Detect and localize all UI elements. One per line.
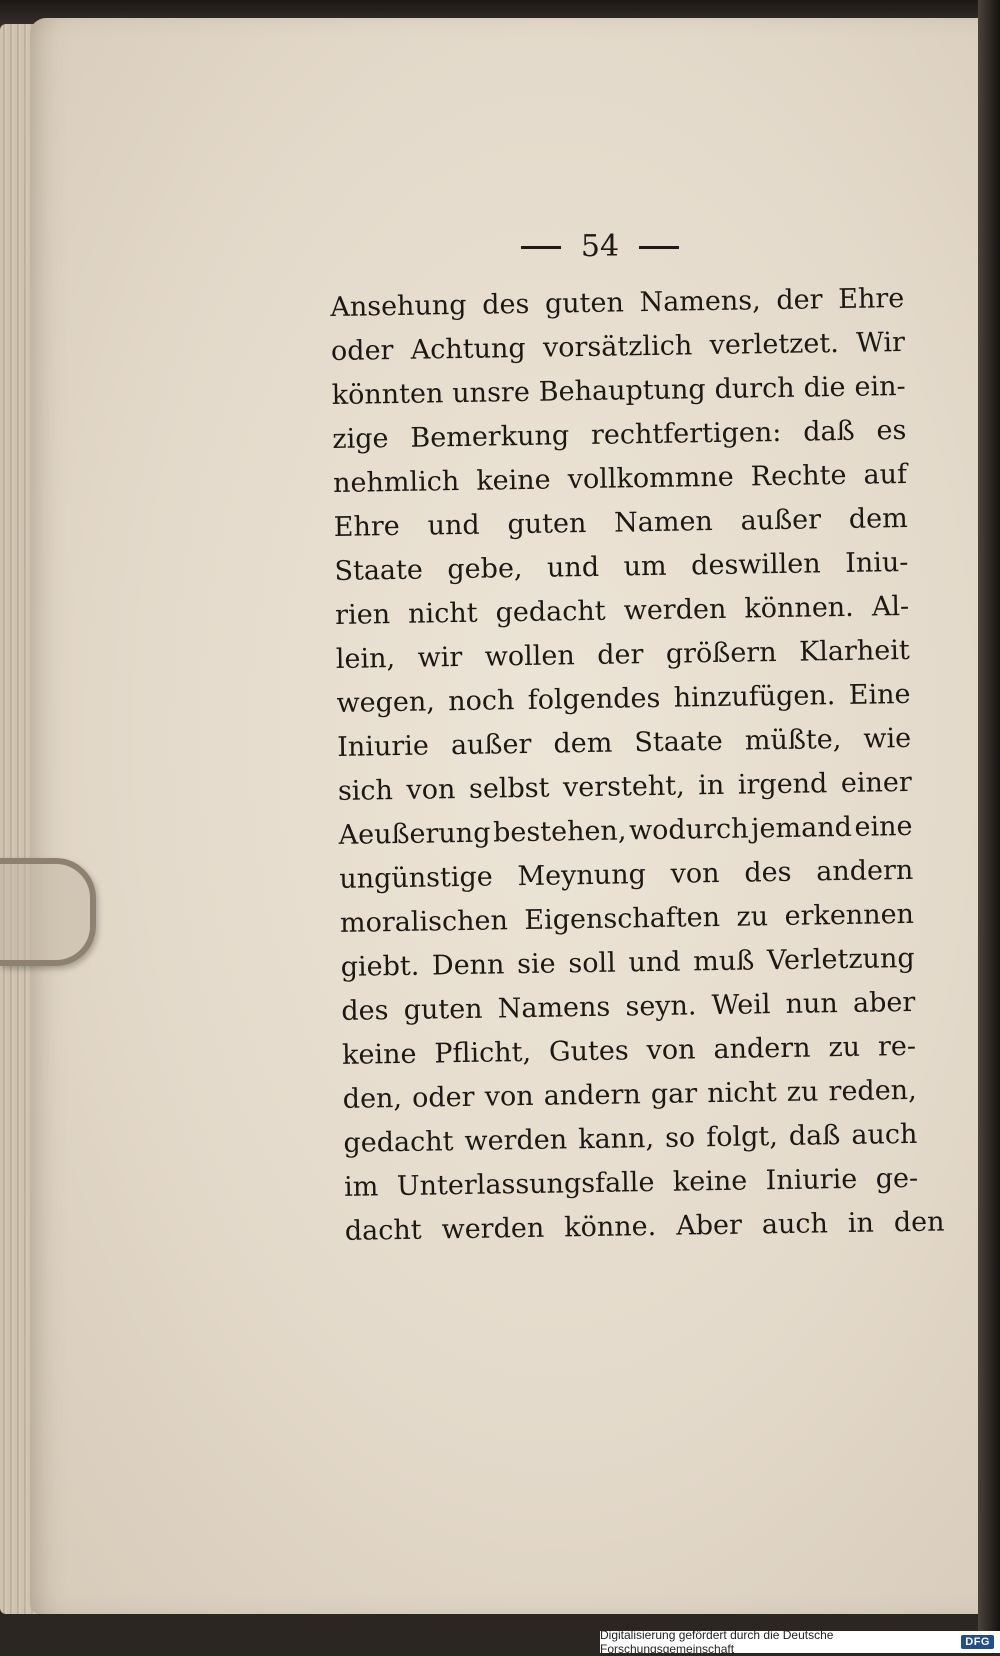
word: kann, [577, 1123, 655, 1156]
word: wie [863, 722, 912, 755]
word: werden [441, 1212, 545, 1246]
word: jemand [750, 811, 853, 845]
word: könne. [563, 1210, 657, 1244]
word: im [343, 1171, 379, 1203]
word: soll [568, 947, 616, 980]
word: gedacht [343, 1126, 454, 1159]
word: oder [411, 1081, 475, 1114]
word: muß [692, 945, 755, 978]
word: Pflicht, [434, 1036, 532, 1070]
word: durch [714, 372, 795, 405]
word: von [670, 857, 720, 890]
word: daß [788, 1120, 841, 1152]
page-header [490, 222, 710, 272]
word: gar [650, 1078, 698, 1111]
digitization-footer [600, 1628, 1000, 1656]
word: folgt, [705, 1121, 779, 1154]
text-line [344, 1201, 945, 1254]
word: so [664, 1122, 696, 1154]
word: Achtung [410, 332, 526, 366]
word: der [776, 284, 823, 316]
word: einer [840, 766, 913, 800]
word: reden, [828, 1074, 917, 1108]
word: zige [332, 423, 389, 455]
word: des [744, 856, 792, 889]
word: ge- [875, 1162, 919, 1195]
word: von [646, 1034, 696, 1067]
word: ein- [854, 370, 906, 403]
word: selbst [468, 772, 550, 805]
word: Eine [848, 678, 911, 711]
word: andern [713, 1032, 811, 1066]
word: nehmlich [332, 465, 460, 499]
word: dem [848, 502, 908, 535]
text-line [333, 453, 908, 506]
header-dash-right [639, 246, 679, 249]
word: Behauptung [538, 374, 706, 408]
word: können. [744, 591, 855, 625]
word: des [341, 995, 389, 1027]
word: des [481, 288, 530, 321]
word: oder [330, 335, 394, 367]
word: Namens [497, 991, 611, 1025]
word: Gutes [548, 1035, 629, 1068]
word: dacht [344, 1214, 422, 1247]
word: dem [553, 727, 613, 760]
word: und [427, 509, 480, 542]
word: folgendes [527, 682, 661, 716]
page-number: 54 [580, 229, 620, 264]
word: unsre [452, 376, 531, 410]
word: sie [516, 948, 556, 981]
word: andern [815, 854, 914, 888]
word: aber [852, 986, 916, 1019]
word: von [406, 774, 456, 806]
word: Verletzung [766, 942, 915, 977]
word: Staate [634, 725, 724, 759]
word: zu [828, 1031, 861, 1064]
word: zu [736, 901, 769, 933]
word: Bemerkung [410, 420, 570, 454]
word: Eigenschaften [524, 901, 721, 937]
word: moralischen [339, 905, 509, 939]
word: wodurch [628, 813, 749, 847]
word: guten [544, 287, 625, 320]
word: Iniurie [765, 1163, 858, 1197]
word: re- [877, 1030, 917, 1063]
word: giebt. [340, 950, 420, 983]
word: außer [450, 728, 532, 762]
word: guten [507, 508, 587, 541]
word: gebe, [447, 553, 523, 586]
word: bestehen, [492, 815, 627, 849]
word: Klarheit [798, 634, 910, 668]
word: eine [854, 810, 913, 843]
word: wegen, [336, 686, 436, 719]
word: Al- [871, 590, 910, 623]
word: erkennen [784, 898, 915, 932]
word: Iniu- [844, 546, 909, 579]
word: um [623, 550, 667, 583]
word: auch [851, 1118, 918, 1151]
word: zu [786, 1076, 819, 1108]
word: deswillen [690, 548, 821, 582]
word: noch [447, 685, 515, 718]
word: hinzufügen. [673, 680, 836, 714]
word: in [847, 1207, 875, 1239]
word: Staate [334, 554, 424, 587]
word: und [628, 946, 681, 979]
word: Unterlassungsfalle [396, 1167, 655, 1203]
word: sich [337, 775, 394, 807]
word: von [484, 1080, 534, 1113]
word: auf [863, 458, 908, 491]
word: ungünstige [339, 861, 493, 895]
word: Ehre [837, 282, 905, 316]
word: es [876, 414, 907, 447]
word: vollkommne [567, 461, 734, 496]
page-clip [0, 858, 96, 966]
header-dash-left [521, 246, 561, 249]
dfg-logo: DFG [961, 1635, 994, 1649]
word: gedacht [495, 595, 606, 629]
word: der [596, 639, 644, 671]
word: nicht [407, 597, 478, 630]
word: Rechte [750, 459, 847, 493]
word: versteht, [562, 770, 685, 804]
word: Ehre [333, 510, 401, 543]
word: Denn [431, 949, 505, 982]
word: Namens, [639, 285, 761, 319]
word: größern [665, 637, 777, 670]
word: den, [342, 1082, 403, 1115]
word: irgend [737, 768, 828, 801]
word: Wir [855, 326, 906, 359]
word: rien [334, 599, 391, 631]
word: den [893, 1206, 945, 1239]
word: Weil [711, 989, 771, 1022]
word: Ansehung [330, 289, 467, 323]
word: auch [761, 1208, 829, 1241]
footer-credit: Digitalisierung gefördert durch die Deutsche Forschungsgemeinschaft [600, 1628, 834, 1656]
text-line [344, 1157, 919, 1210]
word: seyn. [625, 990, 697, 1023]
word: lein, [335, 643, 396, 675]
word: verletzet. [709, 328, 840, 362]
word: und [546, 551, 600, 584]
word: Namen [613, 506, 714, 539]
word: Aber [675, 1209, 743, 1242]
word: Aeußerung [338, 817, 491, 851]
word: daß [802, 415, 855, 448]
word: werden [623, 593, 727, 627]
word: keine [341, 1038, 417, 1071]
book-right-edge [978, 0, 1000, 1653]
word: andern [543, 1079, 641, 1112]
word: nun [785, 988, 839, 1020]
word: rechtfertigen: [590, 416, 782, 451]
word: müßte, [744, 724, 842, 757]
word: außer [740, 504, 822, 537]
word: guten [403, 993, 483, 1026]
body-text [330, 277, 945, 1254]
word: nicht [707, 1077, 777, 1110]
word: wollen [484, 640, 575, 673]
word: werden [464, 1124, 568, 1157]
word: vorsätzlich [542, 330, 693, 364]
word: die [803, 371, 846, 404]
word: könnten [331, 378, 444, 411]
word: Meynung [517, 859, 647, 893]
word: in [698, 769, 725, 802]
word: keine [672, 1165, 748, 1198]
word: wir [417, 641, 463, 674]
word: keine [476, 464, 551, 497]
word: Iniurie [337, 730, 430, 763]
